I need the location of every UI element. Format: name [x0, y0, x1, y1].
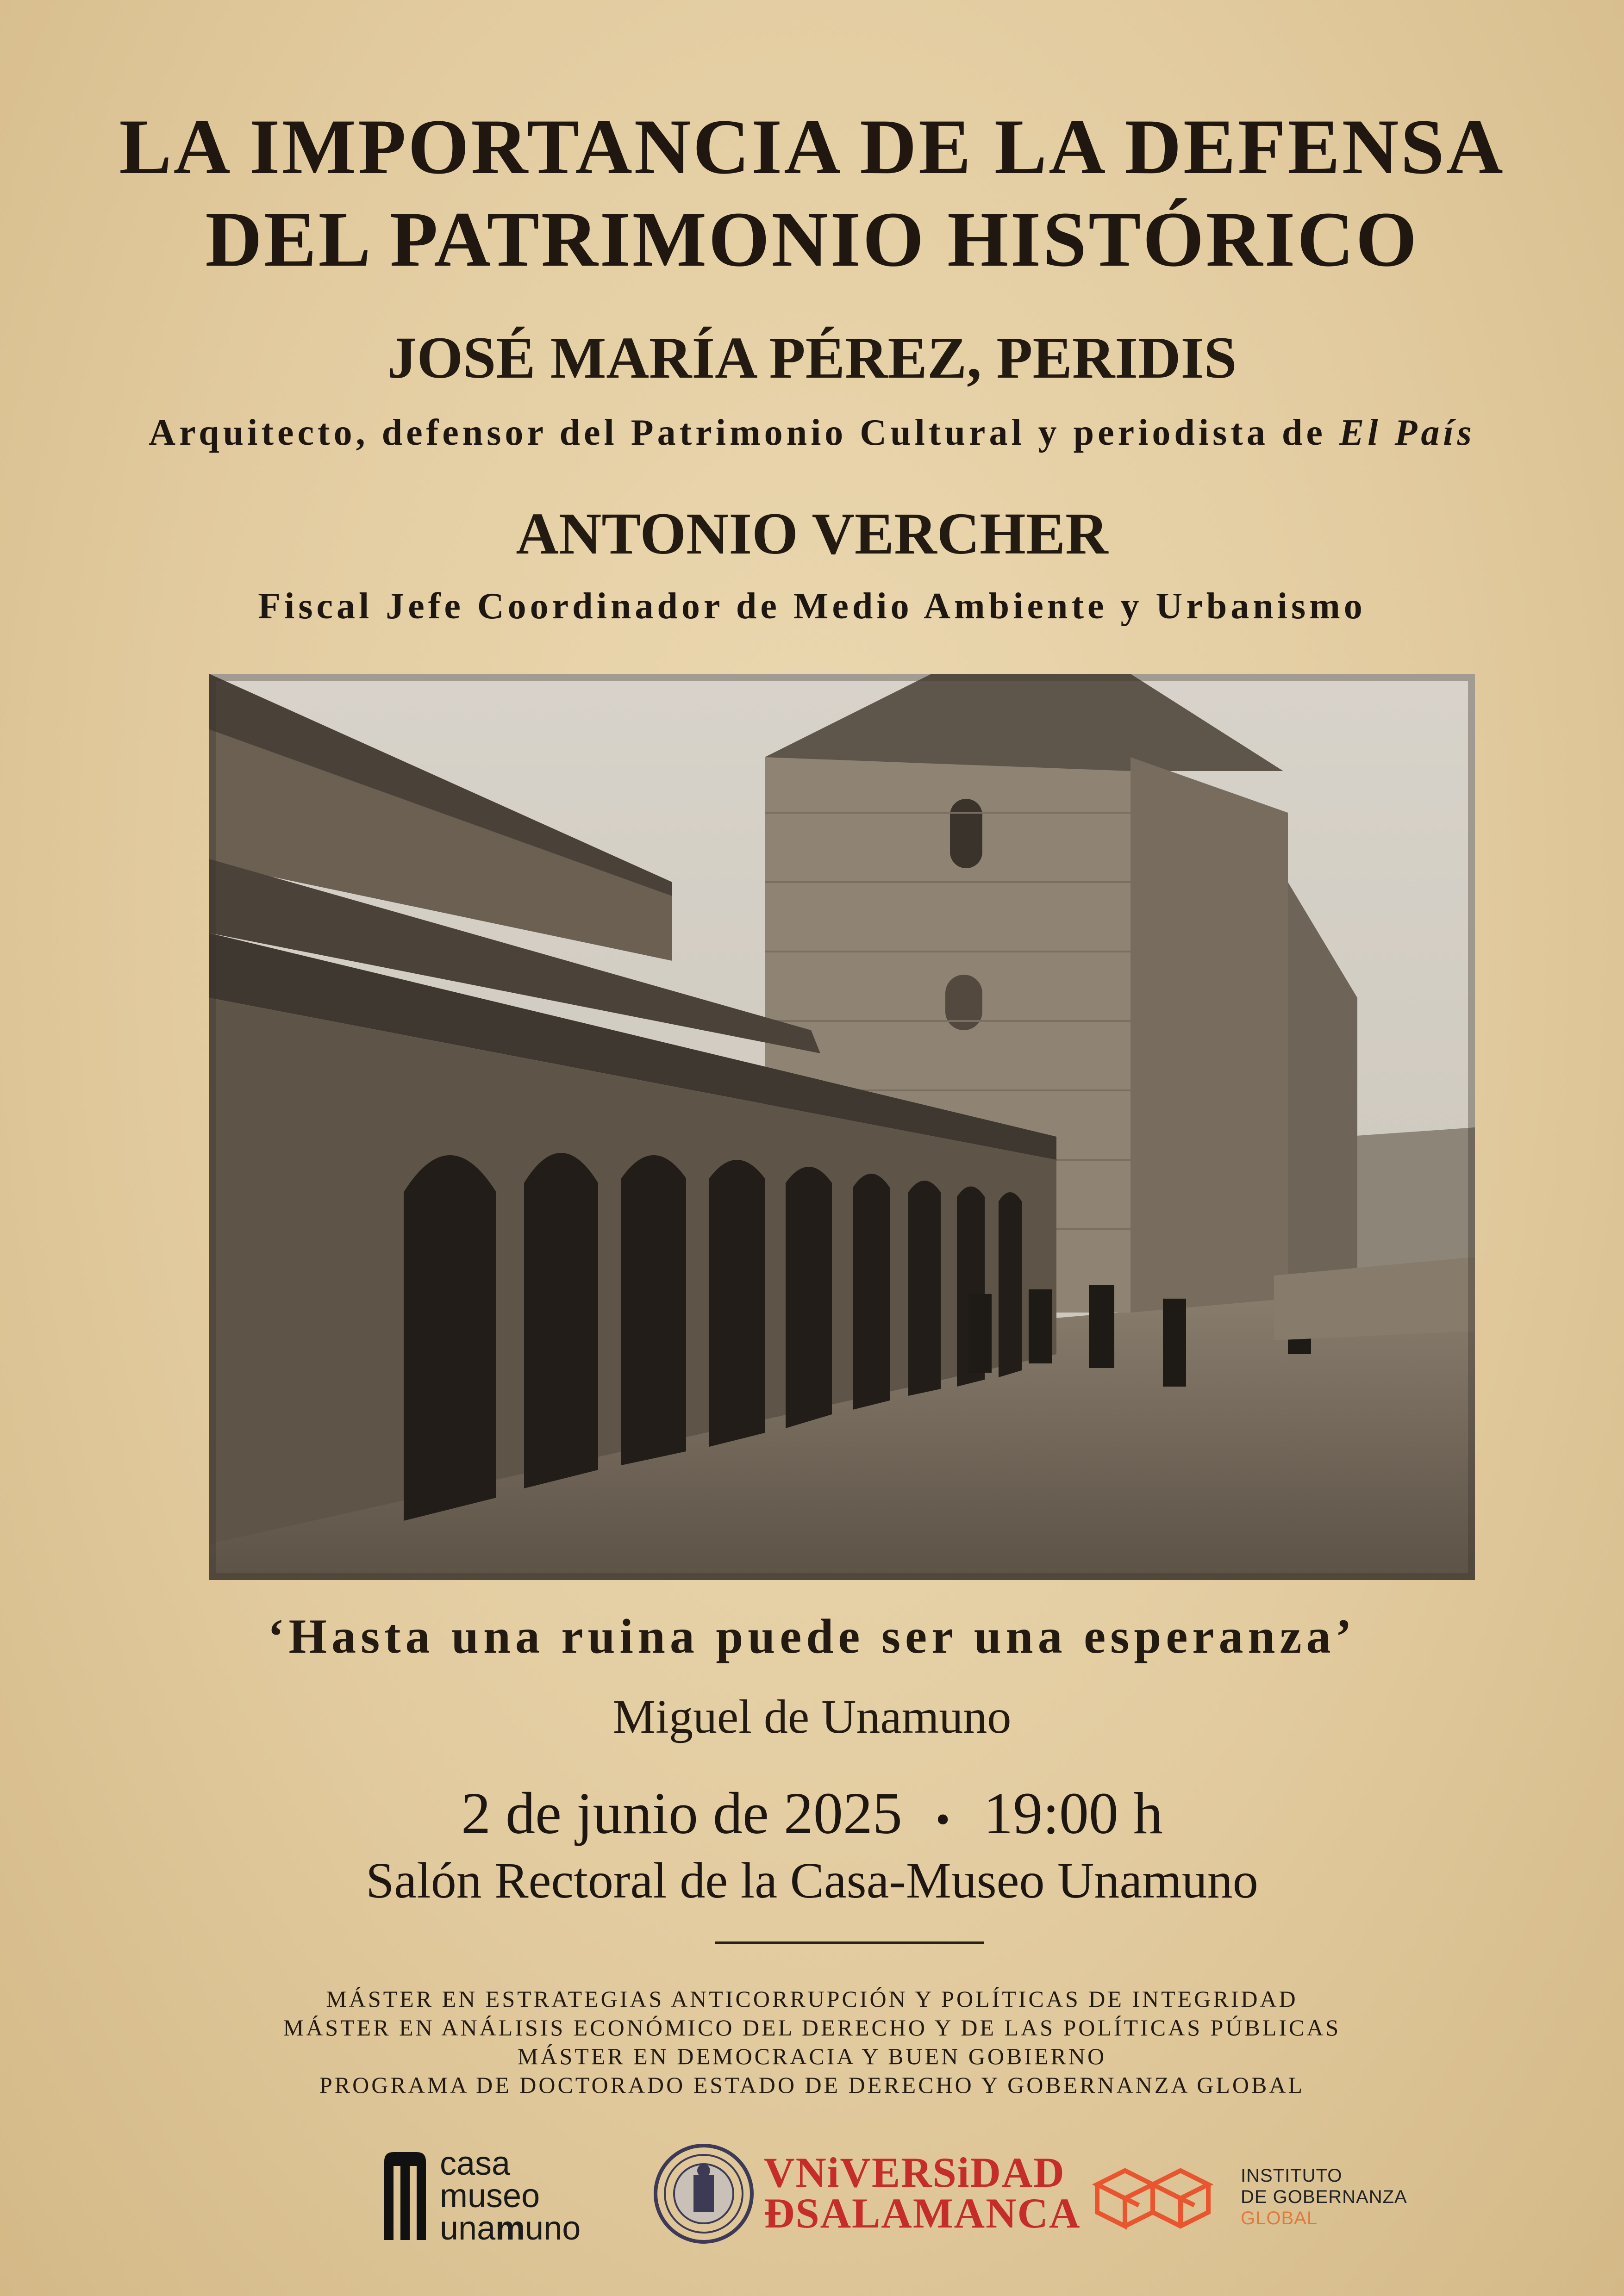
- casa-museo-m-icon: [380, 2147, 431, 2240]
- igg-line-1: INSTITUTO: [1241, 2165, 1343, 2186]
- title-line-2: DEL PATRIMONIO HISTÓRICO: [205, 196, 1419, 283]
- speaker-1-name: JOSÉ MARÍA PÉREZ, PERIDIS: [387, 325, 1237, 391]
- event-separator: •: [935, 1797, 950, 1843]
- university-seal-icon: [653, 2143, 755, 2245]
- quote-author: Miguel de Unamuno: [612, 1690, 1012, 1743]
- speaker-1-role-text: Arquitecto, defensor del Patrimonio Cultural y periodista de: [149, 412, 1326, 453]
- event-date-time: [0, 1780, 1624, 1848]
- usal-line-1: VNiVERSiDAD: [764, 2149, 1065, 2196]
- universidad-salamanca-logo: [653, 2138, 1081, 2249]
- program-2: MÁSTER EN ANÁLISIS ECONÓMICO DEL DERECHO Y DE LAS POLÍTICAS PÚBLICAS: [283, 2015, 1341, 2041]
- usal-line-2: ÐSALAMANCA: [764, 2190, 1081, 2237]
- casa-museo-line-1: casa: [440, 2145, 511, 2182]
- event-time: 19:00 h: [983, 1780, 1163, 1846]
- casa-museo-line-2: museo: [440, 2178, 540, 2215]
- event-venue: Salón Rectoral de la Casa-Museo Unamuno: [366, 1852, 1258, 1909]
- divider: [715, 1941, 984, 1944]
- speaker-1-role: [0, 412, 1624, 454]
- speaker-2-name: ANTONIO VERCHER: [516, 501, 1108, 566]
- igg-cubes-icon: [1088, 2157, 1227, 2231]
- casa-museo-unamuno-logo: [380, 2143, 620, 2245]
- igg-line-3: GLOBAL: [1241, 2208, 1318, 2228]
- quote-text: ‘Hasta una ruina puede ser una esperanza’: [268, 1609, 1356, 1663]
- casa-museo-line-3: [440, 2212, 581, 2245]
- speaker-1-role-newspaper: El País: [1339, 412, 1475, 453]
- historic-church-photo: [209, 674, 1475, 1580]
- program-1: MÁSTER EN ESTRATEGIAS ANTICORRUPCIÓN Y POLÍTICAS DE INTEGRIDAD: [326, 1986, 1298, 2012]
- event-date: 2 de junio de 2025: [461, 1780, 902, 1846]
- igg-line-2: DE GOBERNANZA: [1241, 2187, 1407, 2207]
- program-3: MÁSTER EN DEMOCRACIA Y BUEN GOBIERNO: [517, 2043, 1107, 2069]
- title-line-1: LA IMPORTANCIA DE LA DEFENSA: [119, 103, 1505, 190]
- program-4: PROGRAMA DE DOCTORADO ESTADO DE DERECHO Y GOBERNANZA GLOBAL: [319, 2072, 1305, 2098]
- casa-museo-una: una: [440, 2210, 496, 2247]
- casa-museo-uno: uno: [525, 2210, 581, 2247]
- casa-museo-m: m: [495, 2210, 525, 2247]
- speaker-2-role: Fiscal Jefe Coordinador de Medio Ambiente y Urbanismo: [258, 586, 1366, 627]
- instituto-gobernanza-logo: [1088, 2152, 1412, 2235]
